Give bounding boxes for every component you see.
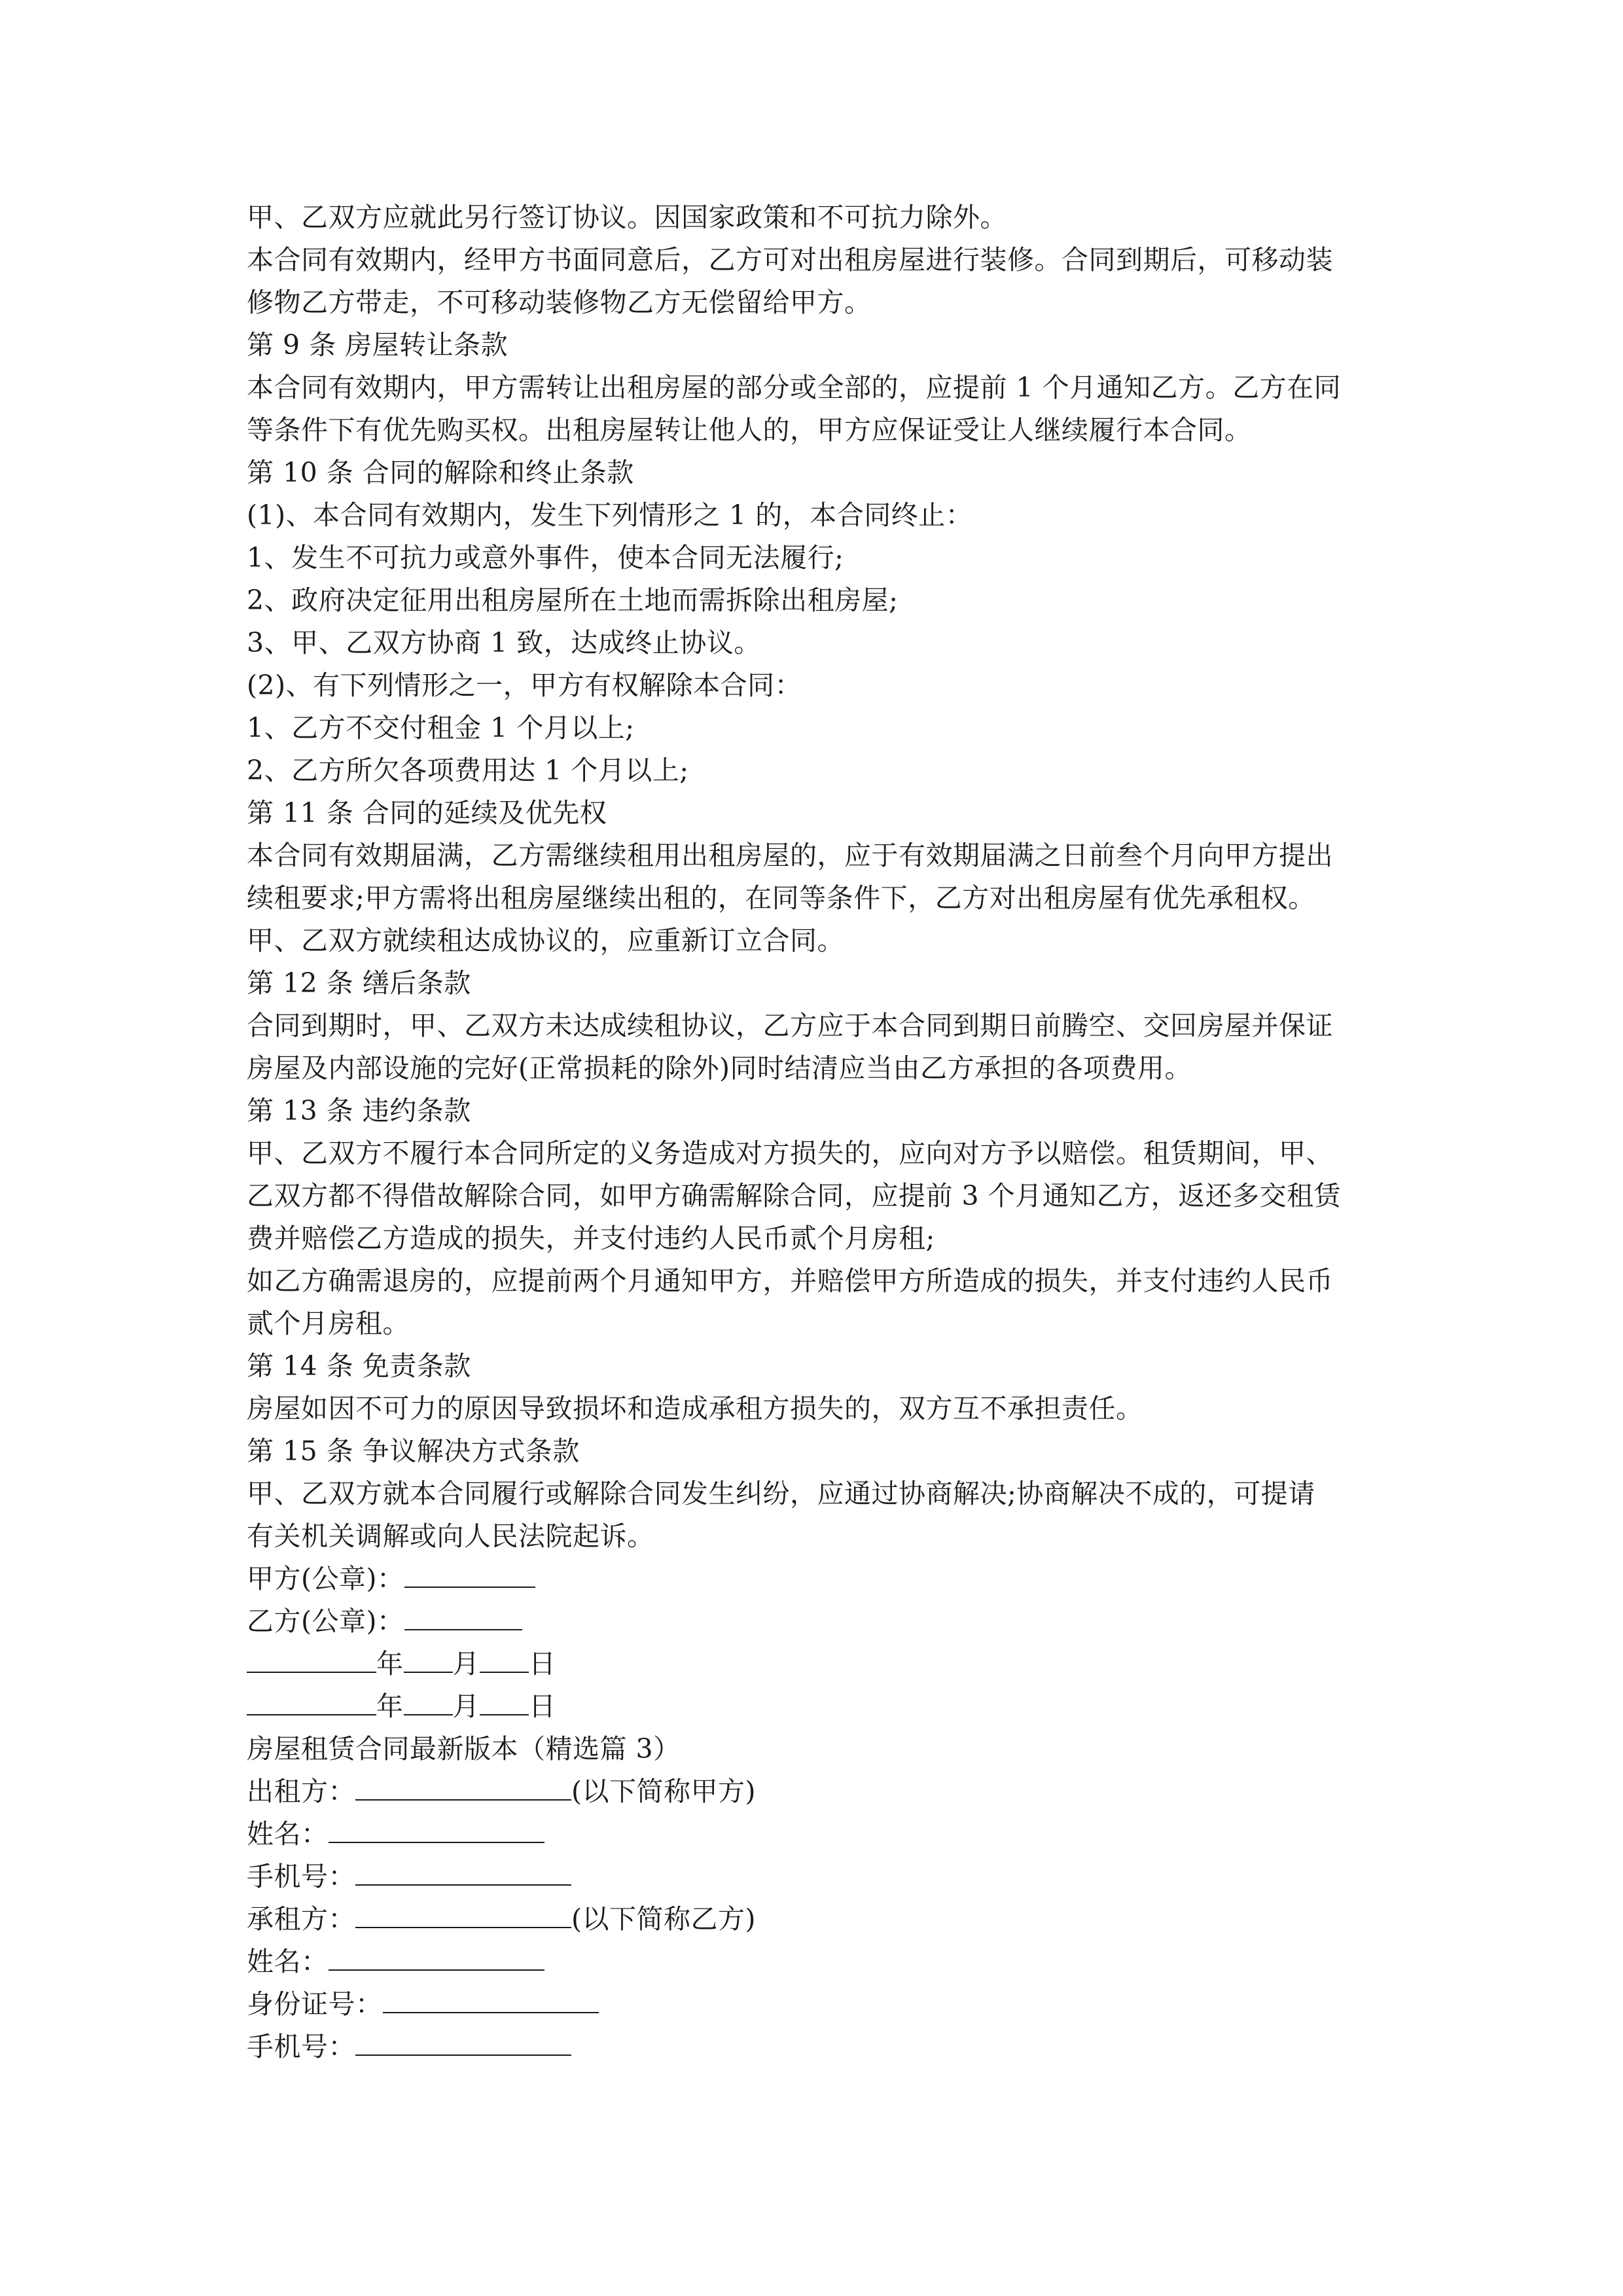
text-line: 本合同有效期内，经甲方书面同意后，乙方可对出租房屋进行装修。合同到期后，可移动装 — [247, 244, 1333, 276]
lessor-line — [247, 1770, 1399, 1813]
party-a-seal-label: 甲方(公章)： — [247, 1563, 404, 1594]
article-heading: 第 12 条 缮后条款 — [247, 967, 471, 999]
month-label: 月 — [452, 1691, 480, 1722]
lessor-phone-line — [247, 1856, 1399, 1898]
year-blank[interactable] — [247, 1647, 376, 1673]
text-line: 甲、乙双方应就此另行签订协议。因国家政策和不可抗力除外。 — [247, 202, 1007, 233]
party-b-seal-line — [247, 1600, 1399, 1643]
lessee-id-line — [247, 1983, 1399, 2026]
lessor-suffix: (以下简称甲方) — [571, 1776, 756, 1807]
phone-label: 手机号： — [247, 1861, 355, 1892]
lessee-phone-blank[interactable] — [355, 2030, 571, 2056]
name-label: 姓名： — [247, 1818, 329, 1850]
date-line-b — [247, 1685, 1399, 1728]
text-line: 修物乙方带走，不可移动装修物乙方无偿留给甲方。 — [247, 287, 872, 318]
lessee-line — [247, 1898, 1399, 1941]
party-a-seal-blank[interactable] — [404, 1562, 535, 1588]
day-blank[interactable] — [480, 1647, 529, 1673]
lessee-name-blank[interactable] — [329, 1945, 544, 1971]
article-heading: 第 9 条 房屋转让条款 — [247, 329, 508, 361]
text-line: 1、发生不可抗力或意外事件，使本合同无法履行; — [247, 542, 844, 573]
text-line: 2、乙方所欠各项费用达 1 个月以上; — [247, 755, 689, 786]
lessee-name-line — [247, 1941, 1399, 1983]
lessor-blank[interactable] — [355, 1774, 571, 1801]
text-line: 续租要求;甲方需将出租房屋继续出租的，在同等条件下，乙方对出租房屋有优先承租权。 — [247, 882, 1315, 914]
day-blank[interactable] — [480, 1689, 529, 1715]
article-heading: 第 13 条 违约条款 — [247, 1095, 471, 1126]
year-label: 年 — [376, 1691, 404, 1722]
month-label: 月 — [452, 1648, 480, 1679]
text-line: 房屋及内部设施的完好(正常损耗的除外)同时结清应当由乙方承担的各项费用。 — [247, 1052, 1192, 1084]
text-line: 费并赔偿乙方造成的损失，并支付违约人民币贰个月房租; — [247, 1223, 935, 1254]
year-label: 年 — [376, 1648, 404, 1679]
text-line: 房屋如因不可力的原因导致损坏和造成承租方损失的，双方互不承担责任。 — [247, 1393, 1143, 1424]
text-line: 本合同有效期届满，乙方需继续租用出租房屋的，应于有效期届满之日前叁个月向甲方提出 — [247, 840, 1333, 871]
month-blank[interactable] — [404, 1647, 453, 1673]
section-title: 房屋租赁合同最新版本（精选篇 3） — [247, 1733, 681, 1765]
text-line: 本合同有效期内，甲方需转让出租房屋的部分或全部的，应提前 1 个月通知乙方。乙方在同 — [247, 372, 1342, 403]
text-line: (1)、本合同有效期内，发生下列情形之 1 的，本合同终止： — [247, 499, 973, 531]
article-heading: 第 11 条 合同的延续及优先权 — [247, 797, 607, 829]
lessee-id-blank[interactable] — [383, 1987, 599, 2013]
date-line-a — [247, 1643, 1399, 1685]
document-page — [247, 196, 1399, 2068]
year-blank[interactable] — [247, 1689, 376, 1715]
text-line: 甲、乙双方不履行本合同所定的义务造成对方损失的，应向对方予以赔偿。租赁期间，甲、 — [247, 1138, 1333, 1169]
text-line: (2)、有下列情形之一，甲方有权解除本合同： — [247, 670, 802, 701]
text-line: 甲、乙双方就续租达成协议的，应重新订立合同。 — [247, 925, 844, 956]
day-label: 日 — [529, 1648, 556, 1679]
article-heading: 第 10 条 合同的解除和终止条款 — [247, 457, 634, 488]
article-heading: 第 14 条 免责条款 — [247, 1350, 471, 1382]
text-line: 乙双方都不得借故解除合同，如甲方确需解除合同，应提前 3 个月通知乙方，返还多交租赁 — [247, 1180, 1342, 1211]
id-label: 身份证号： — [247, 1988, 383, 2020]
lessor-phone-blank[interactable] — [355, 1859, 571, 1886]
text-line: 1、乙方不交付租金 1 个月以上; — [247, 712, 635, 744]
text-line: 2、政府决定征用出租房屋所在土地而需拆除出租房屋; — [247, 584, 899, 616]
party-b-seal-blank[interactable] — [404, 1604, 522, 1630]
month-blank[interactable] — [404, 1689, 453, 1715]
day-label: 日 — [529, 1691, 556, 1722]
lessor-label: 出租方： — [247, 1776, 355, 1807]
text-line: 贰个月房租。 — [247, 1308, 410, 1339]
lessee-blank[interactable] — [355, 1902, 571, 1928]
text-line: 3、甲、乙双方协商 1 致，达成终止协议。 — [247, 627, 761, 658]
text-line: 甲、乙双方就本合同履行或解除合同发生纠纷，应通过协商解决;协商解决不成的，可提请 — [247, 1478, 1315, 1509]
party-b-seal-label: 乙方(公章)： — [247, 1605, 404, 1637]
text-line: 有关机关调解或向人民法院起诉。 — [247, 1520, 654, 1552]
text-line: 等条件下有优先购买权。出租房屋转让他人的，甲方应保证受让人继续履行本合同。 — [247, 414, 1252, 446]
article-heading: 第 15 条 争议解决方式条款 — [247, 1435, 580, 1467]
text-line: 合同到期时，甲、乙双方未达成续租协议，乙方应于本合同到期日前腾空、交回房屋并保证 — [247, 1010, 1333, 1041]
lessee-label: 承租方： — [247, 1903, 355, 1935]
lessor-name-line — [247, 1813, 1399, 1856]
name-label: 姓名： — [247, 1946, 329, 1977]
lessee-suffix: (以下简称乙方) — [571, 1903, 756, 1935]
lessor-name-blank[interactable] — [329, 1817, 544, 1843]
party-a-seal-line — [247, 1558, 1399, 1600]
phone-label: 手机号： — [247, 2031, 355, 2062]
lessee-phone-line — [247, 2026, 1399, 2068]
text-line: 如乙方确需退房的，应提前两个月通知甲方，并赔偿甲方所造成的损失，并支付违约人民币 — [247, 1265, 1333, 1297]
